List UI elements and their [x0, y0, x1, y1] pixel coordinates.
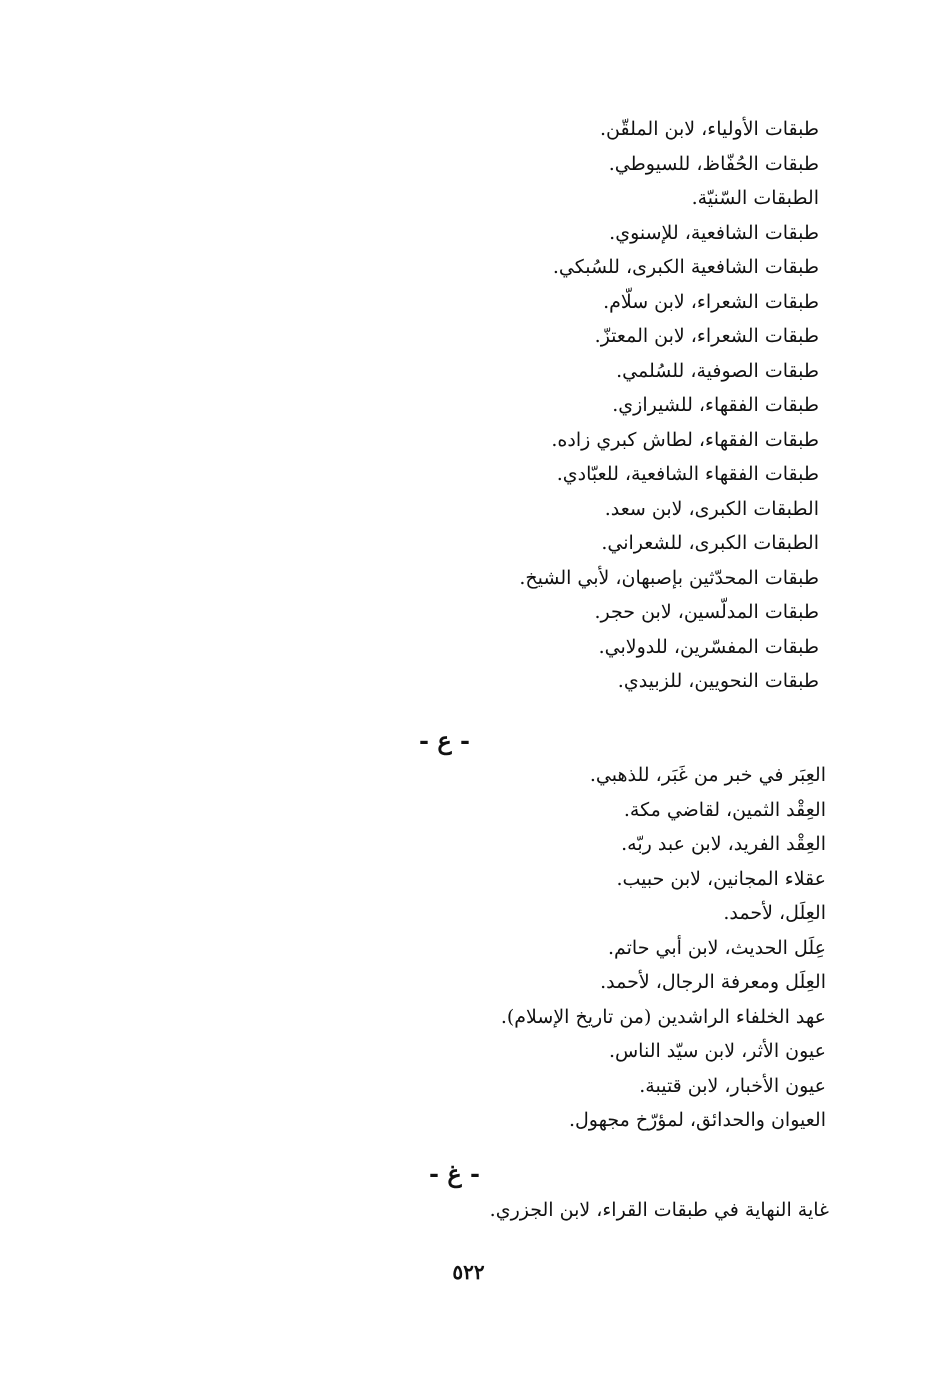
bibliography-entry: طبقات الشعراء، لابن المعتزّ. [594, 325, 819, 347]
bibliography-entry: العِقْد الثمين، لقاضي مكة. [623, 798, 826, 821]
entries-section-ain [501, 758, 826, 1138]
bibliography-entry: الطبقات الكبرى، لابن سعد. [604, 497, 819, 520]
bibliography-entry: العِلَل ومعرفة الرجال، لأحمد. [600, 971, 826, 993]
bibliography-entry: طبقات الحُفّاظ، للسيوطي. [608, 152, 819, 175]
bibliography-entry: طبقات الفقهاء الشافعية، للعبّادي. [556, 463, 819, 485]
letter-heading-ghain: - غ - [429, 1159, 480, 1188]
page-number: ٥٢٢ [452, 1260, 485, 1284]
bibliography-entry: العِقْد الفريد، لابن عبد ربّه. [621, 833, 826, 855]
bibliography-entry: طبقات المفسّرين، للدولابي. [598, 635, 819, 658]
bibliography-entry: غاية النهاية في طبقات القراء، لابن الجزري. [489, 1199, 829, 1221]
entries-section-ghain [490, 1193, 829, 1228]
bibliography-entry: الطبقات الكبرى، للشعراني. [601, 532, 819, 554]
bibliography-entry: طبقات الصوفية، للسُلمي. [616, 359, 819, 382]
bibliography-entry: عيون الأثر، لابن سيّد الناس. [608, 1040, 826, 1062]
bibliography-entry: طبقات الأولياء، لابن الملقّن. [600, 118, 819, 140]
bibliography-entry: طبقات الفقهاء، للشيرازي. [612, 394, 819, 416]
bibliography-entry: العيوان والحدائق، لمؤرّخ مجهول. [568, 1109, 826, 1131]
bibliography-entry: عِلَل الحديث، لابن أبي حاتم. [607, 936, 826, 959]
bibliography-entry: طبقات الشعراء، لابن سلّام. [603, 290, 819, 313]
bibliography-entry: طبقات المحدّثين بإصبهان، لأبي الشيخ. [519, 566, 819, 589]
bibliography-entry: عيون الأخبار، لابن قتيبة. [639, 1074, 826, 1097]
bibliography-entry: طبقات الشافعية، للإسنوي. [609, 221, 819, 244]
bibliography-entry: العِبَر في خبر من غَبَر، للذهبي. [589, 764, 826, 786]
bibliography-entry: طبقات المدلّسين، لابن حجر. [594, 601, 819, 623]
bibliography-entry: طبقات الفقهاء، لطاش كبري زاده. [551, 428, 819, 451]
entries-section-taa [519, 112, 819, 699]
bibliography-entry: الطبقات السّنيّة. [691, 187, 819, 209]
letter-heading-ain: - ع - [419, 726, 470, 755]
bibliography-entry: عهد الخلفاء الراشدين (من تاريخ الإسلام). [500, 1005, 826, 1028]
bibliography-entry: عقلاء المجانين، لابن حبيب. [616, 867, 826, 890]
bibliography-entry: طبقات الشافعية الكبرى، للسُبكي. [552, 256, 819, 278]
bibliography-entry: العِلَل، لأحمد. [723, 902, 826, 924]
bibliography-entry: طبقات النحويين، للزبيدي. [617, 670, 819, 692]
